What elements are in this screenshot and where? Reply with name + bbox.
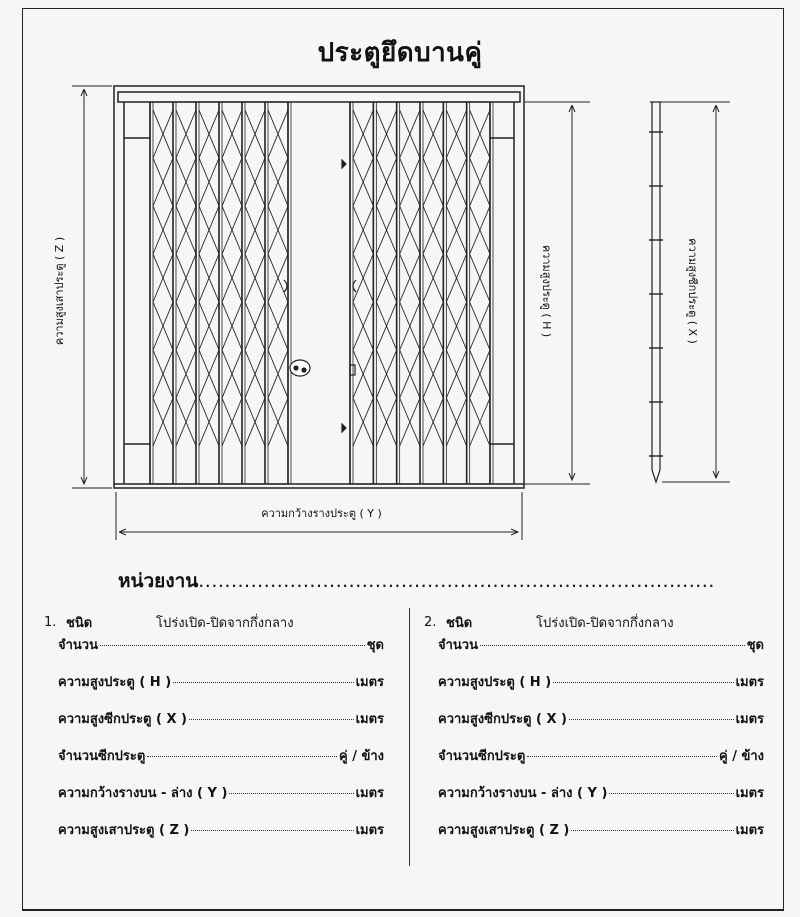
fill-line[interactable] (553, 682, 733, 683)
spec-row-unit: เมตร (735, 823, 764, 838)
fill-line[interactable] (527, 756, 717, 757)
spec-kind-label: ชนิด (446, 615, 473, 631)
dimension-z-label: ความสูงเสาประตู ( Z ) (53, 236, 66, 346)
dimension-y-label: ความกว้างรางประตู ( Y ) (261, 507, 382, 520)
fill-line[interactable] (480, 645, 745, 646)
fill-line[interactable] (229, 793, 353, 794)
spec-row-unit: เมตร (735, 786, 764, 801)
column-divider (409, 608, 410, 866)
spec-row-label: จำนวน (58, 638, 98, 653)
spec-number: 1. (44, 614, 57, 630)
spec-row-label: จำนวนซีกประตู (58, 749, 146, 764)
spec-row-unit: คู่ / ข้าง (338, 749, 384, 764)
lock-icon (290, 360, 310, 376)
left-door-leaf (150, 102, 291, 484)
spec-row (58, 819, 384, 856)
spec-row-label: ความกว้างรางบน - ล่าง ( Y ) (438, 786, 608, 801)
spec-row (58, 671, 384, 708)
spec-column-1 (44, 610, 384, 856)
unit-label: หน่วยงาน (118, 570, 199, 592)
spec-row-unit: เมตร (355, 675, 384, 690)
unit-dots: ............................................................................... (198, 570, 715, 592)
spec-row-label: ความกว้างรางบน - ล่าง ( Y ) (58, 786, 228, 801)
spec-number: 2. (424, 614, 437, 630)
spec-kind-value: โปร่งเปิด-ปิดจากกึ่งกลาง (536, 615, 674, 631)
door-frame (114, 86, 524, 488)
spec-row-label: ความสูงเสาประตู ( Z ) (438, 823, 570, 838)
spec-row (58, 634, 384, 671)
door-handles (284, 160, 356, 432)
spec-row (438, 745, 764, 782)
fill-line[interactable] (609, 793, 733, 794)
dimension-x-label: ความสูงซีกประตู ( X ) (686, 238, 699, 344)
spec-row-label: จำนวนซีกประตู (438, 749, 526, 764)
unit-line (118, 566, 715, 596)
spec-row-unit: เมตร (735, 712, 764, 727)
fill-line[interactable] (569, 719, 734, 720)
spec-row-label: ความสูงเสาประตู ( Z ) (58, 823, 190, 838)
fill-line[interactable] (571, 830, 733, 831)
spec-kind-label: ชนิด (66, 615, 93, 631)
spec-row (438, 634, 764, 671)
spec-row-label: ความสูงซีกประตู ( X ) (438, 712, 567, 727)
right-door-leaf (350, 102, 493, 484)
spec-row (58, 708, 384, 745)
spec-row-unit: เมตร (355, 712, 384, 727)
spec-header (424, 610, 764, 634)
spec-row (58, 745, 384, 782)
spec-row (438, 782, 764, 819)
spec-row-label: ความสูงประตู ( H ) (58, 675, 172, 690)
bottom-rule (22, 910, 784, 911)
spec-row-label: จำนวน (438, 638, 478, 653)
fill-line[interactable] (189, 719, 354, 720)
spec-row-unit: เมตร (355, 786, 384, 801)
spec-column-2 (424, 610, 764, 856)
spec-row-unit: ชุด (746, 638, 764, 653)
spec-row (438, 708, 764, 745)
fill-line[interactable] (173, 682, 353, 683)
spec-header (44, 610, 384, 634)
spec-row (438, 819, 764, 856)
spec-kind-value: โปร่งเปิด-ปิดจากกึ่งกลาง (156, 615, 294, 631)
spec-row-unit: คู่ / ข้าง (718, 749, 764, 764)
spec-row-unit: เมตร (355, 823, 384, 838)
dimension-h (524, 102, 590, 484)
spec-row-unit: เมตร (735, 675, 764, 690)
spec-row-unit: ชุด (366, 638, 384, 653)
fill-line[interactable] (147, 756, 337, 757)
dimension-h-label: ความสูงประตู ( H ) (540, 244, 553, 338)
dimension-z (72, 86, 112, 488)
spec-row (438, 671, 764, 708)
spec-row-label: ความสูงประตู ( H ) (438, 675, 552, 690)
fill-line[interactable] (100, 645, 365, 646)
fill-line[interactable] (191, 830, 353, 831)
page-title: ประตูยึดบานคู่ (317, 38, 483, 68)
spec-row-label: ความสูงซีกประตู ( X ) (58, 712, 187, 727)
spec-row (58, 782, 384, 819)
leaf-side-profile (649, 102, 663, 482)
